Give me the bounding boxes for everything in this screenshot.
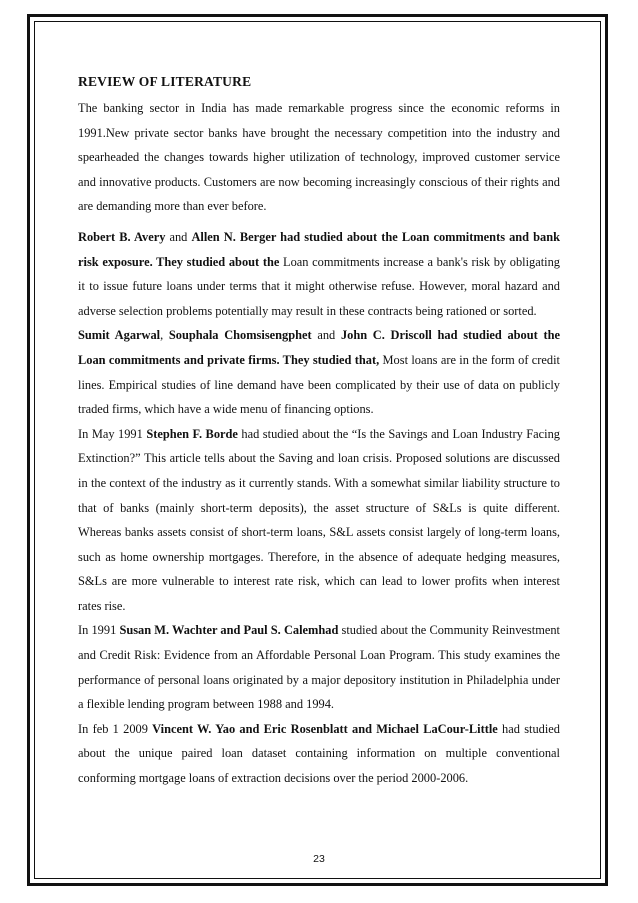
author-name: Stephen F. Borde <box>146 426 238 441</box>
author-name: Sumit Agarwal <box>78 328 161 343</box>
separator: , <box>160 328 169 343</box>
paragraph-yao <box>78 717 560 791</box>
document-body <box>78 72 560 791</box>
date-lead: In feb 1 2009 <box>78 721 153 736</box>
author-name: Robert B. Avery <box>78 229 166 244</box>
paragraph-text: had studied about the “Is the Savings and Loan Industry Facing Extinction?” This article tells about the Saving and loan crisis. Proposed solutions are discussed in the context of the industry as it currently stands. With a somewhat similar liability structure to that of banks (mainly short-term deposits), the asset structure of S&Ls is quite different. Whereas banks assets consist of short-term loans, S&L assets consist largely of long-term loans, such as home ownership mortgages. Therefore, in the absence of adequate hedging measures, S&Ls are more vulnerable to interest rate risk, which can lead to lower profits when interest rates rise. <box>78 426 560 613</box>
paragraph-text: Loan commitments increase a bank's risk by obligating it to issue future loans under terms that it might otherwise refuse. However, moral hazard and adverse selection problems potentially may result in these contracts being rationed or sorted. <box>78 254 560 318</box>
author-name: Vincent W. Yao and Eric Rosenblatt and Michael LaCour-Little <box>152 721 498 736</box>
author-name: Susan M. Wachter and Paul S. Calemhad <box>119 623 339 638</box>
paragraph-text: had studied about the unique paired loan dataset containing information on multiple conventional conforming mortgage loans of extraction decisions over the period 2000-2006. <box>78 721 560 786</box>
author-name: Souphala Chomsisengphet <box>168 328 312 343</box>
page-number: 23 <box>313 853 325 865</box>
conjunction: and <box>311 328 341 343</box>
paragraph-avery-berger <box>78 225 560 323</box>
section-heading: REVIEW OF LITERATURE <box>78 74 252 89</box>
paragraph-intro: The banking sector in India has made remarkable progress since the economic reforms in 1991.New private sector banks have brought the necessary competition into the industry and spearheaded the changes towards higher utilization of technology, improved customer service and innovative products. Customers are now becoming increasingly conscious of their rights and are demanding more than ever before. <box>78 101 560 214</box>
paragraph-agarwal <box>78 323 560 421</box>
paragraph-text: Most loans are in the form of credit lines. Empirical studies of line demand have been complicated by their use of data on publicly traded firms, which have a wide menu of financing options. <box>78 352 560 417</box>
date-lead: In May 1991 <box>78 426 147 441</box>
author-name: John C. Driscoll had studied about the Loan commitments and private firms. They studied that, <box>78 328 560 367</box>
conjunction: and <box>165 229 192 244</box>
date-lead: In 1991 <box>78 623 120 638</box>
paragraph-borde <box>78 422 560 619</box>
paragraph-text: studied about the Community Reinvestment and Credit Risk: Evidence from an Affordable Personal Loan Program. This study examines the performance of personal loans originated by a major depository institution in Philadelphia under a flexible lending program between 1988 and 1994. <box>78 623 560 712</box>
author-name: Allen N. Berger had studied about the Loan commitments and bank risk exposure. They studied about the <box>78 229 561 269</box>
paragraph-wachter <box>78 618 560 716</box>
